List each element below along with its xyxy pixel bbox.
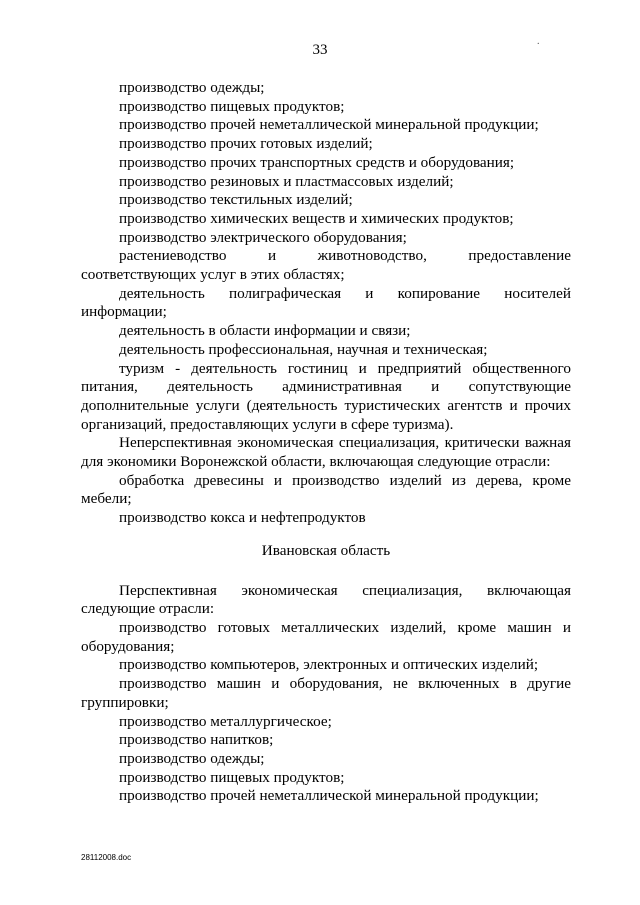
list-item: деятельность полиграфическая и копирование носителей информации; (81, 284, 571, 321)
list-item: производство резиновых и пластмассовых изделий; (119, 172, 454, 190)
list-item: производство одежды; (119, 79, 265, 96)
list-item: производство кокса и нефтепродуктов (119, 509, 366, 527)
list-item: производство металлургическое; (119, 712, 332, 730)
list-item: производство прочей неметаллической минеральной продукции; (119, 787, 539, 805)
list-item: производство пищевых продуктов; (119, 768, 345, 786)
region-heading: Ивановская область (261, 541, 391, 559)
list-item: деятельность профессиональная, научная и техническая; (119, 340, 488, 358)
list-item: производство одежды; (119, 749, 265, 767)
list-item: производство прочей неметаллической минеральной продукции; (119, 116, 539, 134)
list-item: производство прочих транспортных средств и оборудования; (119, 153, 515, 171)
page-number: 33 (312, 42, 328, 58)
nonprospective-intro: Неперспективная экономическая специализация, критически важная для экономики Воронежской области, включающая следующие отрасли: (81, 434, 571, 471)
list-item: производство пищевых продуктов; (119, 97, 345, 115)
document-body (81, 79, 571, 806)
list-item: производство готовых металлических изделий, кроме машин и оборудования; (81, 618, 571, 655)
list-item: производство компьютеров, электронных и оптических изделий; (119, 656, 539, 674)
list-item: производство текстильных изделий; (119, 191, 353, 209)
corner-mark: . (537, 36, 540, 47)
list-item: производство машин и оборудования, не включенных в другие группировки; (81, 675, 571, 711)
list-item: производство электрического оборудования; (119, 228, 407, 246)
list-item: обработка древесины и производство изделий из дерева, кроме мебели; (81, 471, 571, 508)
list-item: производство напитков; (119, 731, 274, 749)
list-item: производство химических веществ и химических продуктов; (119, 209, 514, 227)
footer-filename: 28112008.doc (81, 853, 132, 862)
list-item: растениеводство и животноводство, предоставление соответствующих услуг в этих областях; (81, 247, 571, 284)
list-item: туризм - деятельность гостиниц и предприятий общественного питания, деятельность административная и сопутствующие дополнительные услуги (деятельность туристических агентств и прочих организаций, предоставляющих услуги в сфере туризма). (81, 359, 571, 433)
list-item: производство прочих готовых изделий; (119, 135, 373, 153)
prospective-intro: Перспективная экономическая специализация, включающая следующие отрасли: (81, 581, 571, 618)
list-item: деятельность в области информации и связи; (119, 322, 411, 340)
